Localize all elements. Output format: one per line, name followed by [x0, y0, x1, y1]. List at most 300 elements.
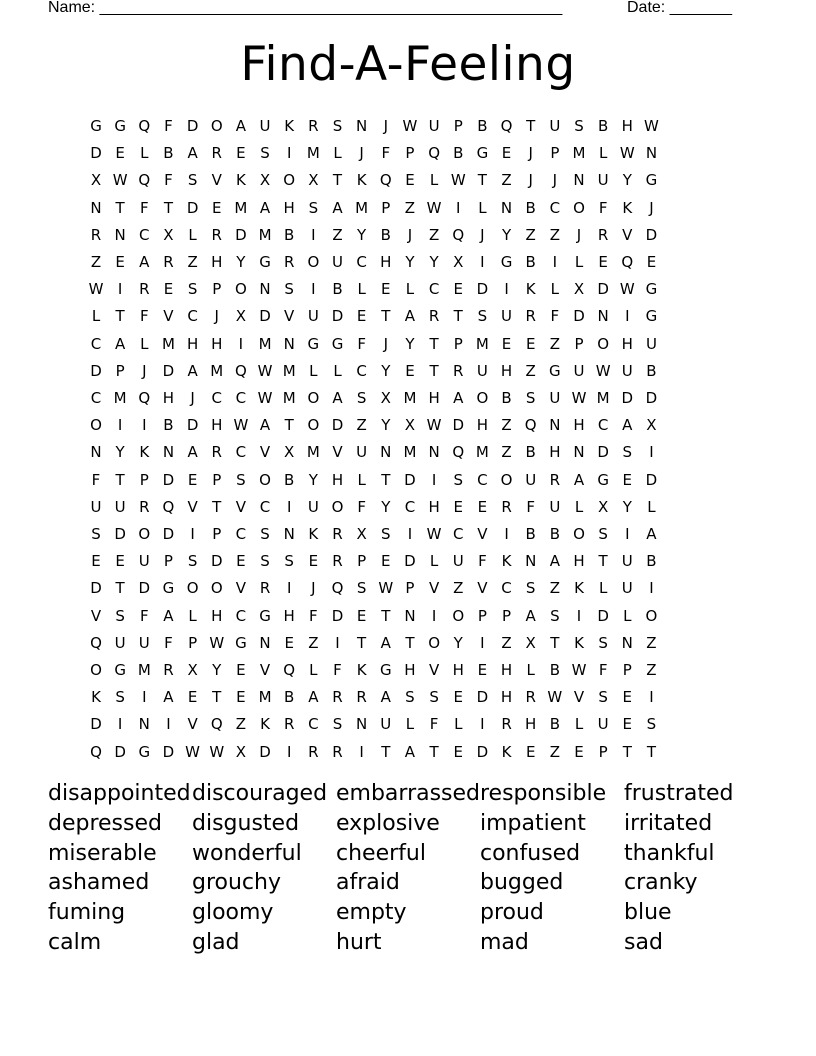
grid-letter[interactable]: M	[234, 198, 248, 217]
grid-letter[interactable]: C	[501, 579, 512, 598]
grid-letter[interactable]: Z	[453, 579, 464, 598]
grid-letter[interactable]: L	[140, 144, 149, 163]
grid-letter[interactable]: L	[454, 715, 463, 734]
grid-letter[interactable]: A	[259, 416, 271, 435]
grid-letter[interactable]: R	[139, 280, 150, 299]
grid-letter[interactable]: I	[117, 715, 123, 734]
grid-letter[interactable]: S	[622, 443, 633, 462]
grid-letter[interactable]: M	[306, 144, 320, 163]
grid-letter[interactable]: A	[187, 144, 198, 163]
grid-letter[interactable]: E	[356, 307, 367, 326]
grid-letter[interactable]: R	[211, 443, 222, 462]
grid-letter[interactable]: Q	[428, 144, 440, 163]
grid-letter[interactable]: W	[547, 688, 563, 707]
grid-letter[interactable]: N	[549, 416, 561, 435]
grid-letter[interactable]: T	[550, 633, 560, 652]
grid-letter[interactable]: X	[259, 171, 271, 190]
grid-letter[interactable]: N	[645, 144, 658, 163]
grid-letter[interactable]: P	[598, 742, 608, 761]
grid-letter[interactable]: Z	[549, 334, 560, 353]
grid-letter[interactable]: E	[501, 144, 512, 163]
grid-letter[interactable]: J	[528, 171, 533, 190]
grid-letter[interactable]: T	[429, 361, 439, 380]
grid-letter[interactable]: L	[140, 334, 149, 353]
grid-letter[interactable]: E	[501, 334, 512, 353]
grid-letter[interactable]: A	[453, 389, 464, 407]
grid-letter[interactable]: S	[453, 470, 464, 489]
grid-letter[interactable]: H	[428, 389, 440, 407]
grid-letter[interactable]: S	[187, 171, 198, 190]
grid-letter[interactable]: Y	[501, 225, 512, 244]
grid-letter[interactable]: T	[453, 307, 463, 326]
grid-letter[interactable]: D	[452, 416, 465, 435]
grid-letter[interactable]: T	[332, 171, 343, 190]
grid-letter[interactable]: X	[163, 225, 174, 244]
grid-letter[interactable]: J	[190, 389, 195, 407]
grid-letter[interactable]: A	[622, 416, 633, 435]
grid-letter[interactable]: I	[649, 579, 654, 598]
grid-letter[interactable]: U	[452, 552, 464, 571]
grid-letter[interactable]: F	[333, 661, 342, 679]
grid-letter[interactable]: S	[332, 715, 343, 734]
grid-letter[interactable]: P	[502, 606, 512, 625]
grid-letter[interactable]: T	[212, 688, 222, 707]
grid-letter[interactable]: C	[187, 307, 198, 326]
grid-letter[interactable]: C	[235, 525, 247, 543]
grid-letter[interactable]: F	[139, 606, 149, 625]
grid-letter[interactable]: J	[552, 171, 558, 190]
grid-letter[interactable]: W	[619, 280, 635, 299]
grid-letter[interactable]: R	[211, 225, 222, 244]
grid-letter[interactable]: A	[404, 742, 416, 761]
grid-letter[interactable]: E	[453, 280, 463, 299]
grid-letter[interactable]: V	[428, 579, 440, 598]
grid-letter[interactable]: R	[332, 525, 343, 543]
grid-letter[interactable]: X	[187, 661, 198, 679]
grid-letter[interactable]: Z	[332, 225, 343, 244]
grid-letter[interactable]: A	[139, 253, 150, 271]
grid-letter[interactable]: H	[549, 443, 561, 462]
grid-letter[interactable]: O	[500, 470, 513, 489]
grid-letter[interactable]: W	[426, 525, 442, 543]
grid-letter[interactable]: A	[187, 443, 198, 462]
grid-letter[interactable]: G	[645, 307, 658, 326]
grid-letter[interactable]: V	[332, 443, 343, 462]
grid-letter[interactable]: T	[381, 606, 391, 625]
grid-letter[interactable]: D	[162, 361, 175, 380]
grid-letter[interactable]: L	[574, 715, 584, 734]
grid-letter[interactable]: Q	[283, 661, 296, 679]
grid-letter[interactable]: W	[257, 361, 273, 380]
grid-letter[interactable]: H	[283, 198, 295, 217]
grid-letter[interactable]: U	[114, 633, 126, 652]
grid-letter[interactable]: L	[357, 280, 366, 299]
grid-letter[interactable]: G	[114, 661, 126, 679]
grid-letter[interactable]: R	[90, 225, 102, 244]
grid-letter[interactable]: N	[114, 225, 126, 244]
grid-letter[interactable]: R	[501, 715, 512, 734]
grid-letter[interactable]: L	[333, 361, 342, 380]
grid-letter[interactable]: W	[402, 117, 418, 135]
grid-letter[interactable]: S	[598, 525, 608, 543]
grid-letter[interactable]: I	[286, 497, 292, 516]
grid-letter[interactable]: U	[645, 334, 657, 353]
grid-letter[interactable]: D	[645, 225, 658, 244]
grid-letter[interactable]: L	[598, 579, 608, 598]
grid-letter[interactable]: M	[596, 389, 610, 407]
grid-letter[interactable]: F	[309, 606, 318, 625]
grid-letter[interactable]: B	[525, 443, 536, 462]
grid-letter[interactable]: I	[142, 688, 147, 707]
grid-letter[interactable]: E	[381, 280, 391, 299]
grid-letter[interactable]: A	[259, 198, 271, 217]
grid-letter[interactable]: B	[646, 361, 657, 380]
grid-letter[interactable]: D	[597, 280, 609, 299]
grid-letter[interactable]: A	[308, 688, 319, 707]
grid-letter[interactable]: Y	[429, 253, 439, 271]
grid-letter[interactable]: C	[235, 443, 247, 462]
grid-letter[interactable]: K	[574, 633, 584, 652]
grid-letter[interactable]: Q	[331, 579, 344, 598]
grid-letter[interactable]: I	[142, 416, 147, 435]
grid-letter[interactable]: O	[259, 470, 271, 489]
grid-letter[interactable]: U	[356, 443, 368, 462]
grid-letter[interactable]: L	[405, 715, 415, 734]
grid-letter[interactable]: L	[478, 198, 487, 217]
grid-letter[interactable]: E	[91, 552, 101, 571]
grid-letter[interactable]: S	[332, 117, 343, 135]
grid-letter[interactable]: C	[90, 389, 102, 407]
grid-letter[interactable]: I	[552, 253, 558, 271]
grid-letter[interactable]: D	[476, 688, 489, 707]
grid-letter[interactable]: D	[114, 742, 126, 761]
grid-letter[interactable]: M	[403, 443, 417, 462]
grid-letter[interactable]: E	[525, 742, 536, 761]
grid-letter[interactable]: P	[622, 661, 632, 679]
grid-letter[interactable]: R	[549, 470, 561, 489]
grid-letter[interactable]: Y	[622, 497, 632, 516]
grid-letter[interactable]: V	[187, 715, 198, 734]
grid-letter[interactable]: J	[528, 144, 533, 163]
grid-letter[interactable]: X	[235, 307, 247, 326]
grid-letter[interactable]: H	[331, 470, 344, 489]
grid-letter[interactable]: V	[90, 606, 102, 625]
grid-letter[interactable]: S	[381, 525, 391, 543]
grid-letter[interactable]: U	[259, 117, 271, 135]
grid-letter[interactable]: H	[283, 606, 295, 625]
grid-letter[interactable]: M	[161, 334, 175, 353]
grid-letter[interactable]: W	[257, 389, 273, 407]
grid-letter[interactable]: L	[91, 307, 101, 326]
grid-letter[interactable]: N	[259, 633, 271, 652]
grid-letter[interactable]: R	[332, 552, 343, 571]
grid-letter[interactable]: H	[211, 416, 223, 435]
grid-letter[interactable]: L	[574, 253, 584, 271]
grid-letter[interactable]: X	[380, 389, 391, 407]
grid-letter[interactable]: T	[115, 307, 125, 326]
grid-letter[interactable]: O	[186, 579, 199, 598]
grid-letter[interactable]: R	[356, 688, 367, 707]
grid-letter[interactable]: B	[525, 525, 536, 543]
grid-letter[interactable]: U	[90, 497, 102, 516]
grid-letter[interactable]: Y	[308, 470, 318, 489]
grid-letter[interactable]: U	[549, 497, 561, 516]
grid-letter[interactable]: E	[381, 552, 391, 571]
grid-letter[interactable]: W	[112, 171, 128, 190]
grid-letter[interactable]: D	[645, 470, 658, 489]
grid-letter[interactable]: P	[477, 606, 487, 625]
grid-letter[interactable]: E	[453, 688, 463, 707]
grid-letter[interactable]: H	[162, 389, 175, 407]
grid-letter[interactable]: V	[284, 307, 295, 326]
grid-letter[interactable]: T	[381, 307, 391, 326]
grid-letter[interactable]: X	[404, 416, 416, 435]
grid-letter[interactable]: U	[549, 117, 561, 135]
grid-letter[interactable]: N	[356, 715, 368, 734]
grid-letter[interactable]: K	[235, 171, 246, 190]
grid-letter[interactable]: H	[525, 715, 537, 734]
grid-letter[interactable]: T	[115, 198, 125, 217]
grid-letter[interactable]: B	[163, 416, 174, 435]
grid-letter[interactable]: C	[477, 470, 488, 489]
grid-letter[interactable]: M	[258, 688, 272, 707]
grid-letter[interactable]: U	[621, 579, 633, 598]
grid-letter[interactable]: H	[211, 253, 223, 271]
grid-letter[interactable]: P	[115, 361, 125, 380]
grid-letter[interactable]: K	[308, 525, 319, 543]
grid-letter[interactable]: E	[356, 606, 367, 625]
grid-letter[interactable]: R	[308, 117, 319, 135]
grid-letter[interactable]: G	[259, 253, 271, 271]
grid-letter[interactable]: N	[525, 552, 537, 571]
grid-letter[interactable]: I	[286, 144, 292, 163]
grid-letter[interactable]: O	[90, 661, 102, 679]
grid-letter[interactable]: M	[113, 389, 127, 407]
grid-letter[interactable]: E	[187, 470, 198, 489]
grid-letter[interactable]: A	[549, 552, 560, 571]
grid-letter[interactable]: O	[573, 198, 585, 217]
grid-letter[interactable]: N	[259, 280, 271, 299]
grid-letter[interactable]: U	[597, 171, 609, 190]
grid-letter[interactable]: O	[210, 579, 223, 598]
grid-letter[interactable]: Z	[501, 171, 512, 190]
grid-letter[interactable]: E	[477, 497, 488, 516]
grid-letter[interactable]: Y	[236, 253, 246, 271]
grid-letter[interactable]: E	[405, 171, 415, 190]
grid-letter[interactable]: I	[359, 742, 364, 761]
grid-letter[interactable]: U	[476, 361, 488, 380]
date-field[interactable]: Date: _______	[627, 0, 732, 16]
grid-letter[interactable]: D	[621, 389, 634, 407]
grid-letter[interactable]: D	[573, 307, 585, 326]
grid-letter[interactable]: W	[426, 198, 442, 217]
grid-letter[interactable]: I	[286, 579, 292, 598]
grid-letter[interactable]: I	[311, 280, 316, 299]
grid-letter[interactable]: V	[477, 579, 488, 598]
grid-letter[interactable]: A	[235, 117, 247, 135]
grid-letter[interactable]: K	[356, 661, 367, 679]
grid-letter[interactable]: D	[331, 307, 344, 326]
grid-letter[interactable]: Y	[115, 443, 125, 462]
grid-letter[interactable]: R	[163, 253, 174, 271]
grid-letter[interactable]: Q	[234, 361, 247, 380]
grid-letter[interactable]: N	[283, 334, 295, 353]
grid-letter[interactable]: Z	[356, 416, 367, 435]
grid-letter[interactable]: E	[405, 361, 415, 380]
grid-letter[interactable]: E	[525, 334, 536, 353]
grid-letter[interactable]: I	[504, 280, 509, 299]
grid-letter[interactable]: L	[357, 470, 366, 489]
grid-letter[interactable]: I	[625, 525, 630, 543]
grid-letter[interactable]: D	[645, 389, 658, 407]
grid-letter[interactable]: W	[571, 389, 587, 407]
grid-letter[interactable]: H	[573, 416, 585, 435]
grid-letter[interactable]: A	[332, 198, 343, 217]
grid-letter[interactable]: V	[259, 443, 271, 462]
grid-letter[interactable]: N	[573, 443, 585, 462]
grid-letter[interactable]: I	[649, 443, 654, 462]
grid-letter[interactable]: A	[646, 525, 657, 543]
grid-letter[interactable]: I	[431, 470, 437, 489]
grid-letter[interactable]: B	[646, 552, 657, 571]
grid-letter[interactable]: I	[625, 307, 630, 326]
grid-letter[interactable]: Z	[501, 443, 512, 462]
grid-letter[interactable]: S	[187, 280, 198, 299]
grid-letter[interactable]: G	[331, 334, 344, 353]
grid-letter[interactable]: E	[115, 253, 125, 271]
grid-letter[interactable]: M	[258, 334, 272, 353]
grid-letter[interactable]: B	[597, 117, 609, 135]
grid-letter[interactable]: B	[332, 280, 343, 299]
grid-letter[interactable]: J	[383, 117, 389, 135]
grid-letter[interactable]: P	[453, 117, 463, 135]
grid-letter[interactable]: H	[573, 552, 585, 571]
grid-letter[interactable]: A	[573, 470, 585, 489]
grid-letter[interactable]: F	[164, 171, 173, 190]
grid-letter[interactable]: R	[139, 497, 150, 516]
grid-letter[interactable]: T	[429, 334, 439, 353]
grid-letter[interactable]: R	[211, 144, 222, 163]
grid-letter[interactable]: U	[307, 497, 319, 516]
grid-letter[interactable]: C	[597, 416, 609, 435]
grid-letter[interactable]: R	[525, 688, 536, 707]
grid-letter[interactable]: F	[598, 661, 608, 679]
grid-letter[interactable]: M	[282, 389, 296, 407]
grid-letter[interactable]: S	[525, 579, 536, 598]
grid-letter[interactable]: C	[235, 389, 247, 407]
grid-letter[interactable]: Y	[381, 361, 391, 380]
grid-letter[interactable]: D	[114, 525, 126, 543]
grid-letter[interactable]: J	[142, 361, 147, 380]
grid-letter[interactable]: W	[185, 742, 201, 761]
grid-letter[interactable]: K	[356, 171, 367, 190]
grid-letter[interactable]: T	[163, 198, 174, 217]
grid-letter[interactable]: H	[500, 661, 513, 679]
grid-letter[interactable]: T	[405, 633, 415, 652]
grid-letter[interactable]: H	[621, 117, 633, 135]
grid-letter[interactable]: B	[525, 198, 536, 217]
grid-letter[interactable]: J	[214, 307, 219, 326]
grid-letter[interactable]: Q	[138, 117, 151, 135]
grid-letter[interactable]: T	[212, 497, 222, 516]
grid-letter[interactable]: E	[115, 552, 125, 571]
grid-letter[interactable]: S	[284, 280, 294, 299]
grid-letter[interactable]: Y	[405, 253, 415, 271]
grid-letter[interactable]: D	[186, 117, 199, 135]
grid-letter[interactable]: U	[138, 552, 150, 571]
grid-letter[interactable]: J	[407, 225, 413, 244]
grid-letter[interactable]: C	[404, 497, 416, 516]
grid-letter[interactable]: L	[188, 225, 197, 244]
grid-letter[interactable]: P	[139, 470, 149, 489]
grid-letter[interactable]: B	[284, 470, 295, 489]
grid-letter[interactable]: V	[573, 688, 585, 707]
grid-letter[interactable]: U	[114, 497, 126, 516]
grid-letter[interactable]: V	[259, 661, 271, 679]
grid-letter[interactable]: N	[573, 171, 585, 190]
grid-letter[interactable]: R	[428, 307, 440, 326]
grid-letter[interactable]: O	[597, 334, 610, 353]
grid-letter[interactable]: I	[311, 225, 316, 244]
grid-letter[interactable]: C	[211, 389, 222, 407]
grid-letter[interactable]: E	[453, 497, 463, 516]
grid-letter[interactable]: G	[645, 280, 658, 299]
grid-letter[interactable]: B	[549, 661, 560, 679]
grid-letter[interactable]: E	[622, 688, 633, 707]
grid-letter[interactable]: A	[404, 307, 416, 326]
grid-letter[interactable]: D	[259, 307, 271, 326]
grid-letter[interactable]: U	[597, 715, 609, 734]
grid-letter[interactable]: H	[621, 334, 633, 353]
grid-letter[interactable]: F	[526, 497, 535, 516]
grid-letter[interactable]: I	[480, 633, 485, 652]
grid-letter[interactable]: D	[186, 198, 199, 217]
grid-letter[interactable]: T	[598, 552, 608, 571]
grid-letter[interactable]: B	[284, 225, 295, 244]
grid-letter[interactable]: A	[380, 633, 391, 652]
grid-letter[interactable]: D	[476, 742, 489, 761]
grid-letter[interactable]: A	[163, 606, 174, 625]
grid-letter[interactable]: Z	[525, 361, 536, 380]
grid-letter[interactable]: N	[380, 443, 392, 462]
grid-letter[interactable]: F	[550, 307, 560, 326]
grid-letter[interactable]: X	[453, 253, 464, 271]
grid-letter[interactable]: A	[163, 688, 174, 707]
grid-letter[interactable]: L	[309, 661, 318, 679]
grid-letter[interactable]: G	[379, 661, 392, 679]
grid-letter[interactable]: S	[115, 688, 125, 707]
grid-letter[interactable]: D	[404, 470, 416, 489]
grid-letter[interactable]: H	[428, 497, 440, 516]
grid-letter[interactable]: O	[428, 633, 440, 652]
grid-letter[interactable]: M	[258, 225, 272, 244]
grid-letter[interactable]: S	[646, 715, 657, 734]
grid-letter[interactable]: V	[235, 497, 247, 516]
grid-letter[interactable]: D	[90, 361, 102, 380]
grid-letter[interactable]: Z	[501, 416, 512, 435]
grid-letter[interactable]: X	[646, 416, 657, 435]
grid-letter[interactable]: D	[331, 416, 344, 435]
grid-letter[interactable]: V	[187, 497, 198, 516]
grid-letter[interactable]: W	[571, 661, 587, 679]
grid-letter[interactable]: Q	[500, 117, 513, 135]
grid-letter[interactable]: S	[598, 633, 608, 652]
grid-letter[interactable]: E	[598, 253, 608, 271]
grid-letter[interactable]: I	[480, 253, 485, 271]
grid-letter[interactable]: I	[335, 633, 340, 652]
grid-letter[interactable]: S	[115, 606, 125, 625]
grid-letter[interactable]: M	[355, 198, 369, 217]
